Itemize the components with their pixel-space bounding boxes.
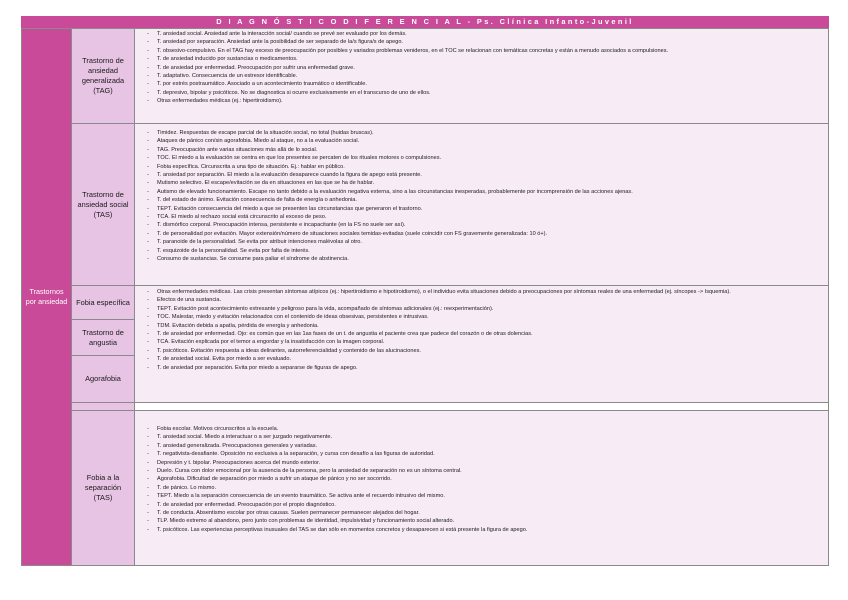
subcategory-label: Trastorno de ansiedad generalizada (TAG) bbox=[81, 56, 125, 95]
differential-item: - T. del estado de ánimo. Evitación consecuencia de falta de energía o anhedonia. bbox=[147, 196, 824, 204]
differential-list bbox=[147, 30, 824, 106]
differential-item: - T. de personalidad por evitación. Mayor extensión/número de situaciones sociales temidas-evitadas (suele coincidir con FS gravemente generalizada: 10 ó+). bbox=[147, 230, 824, 238]
subcategory-label: Trastorno de angustia bbox=[82, 327, 124, 347]
subcategory-tag bbox=[72, 29, 135, 124]
differential-item: - T. esquizoide de la personalidad. Se evita por falta de interés. bbox=[147, 247, 824, 255]
subcategory-social bbox=[72, 124, 135, 286]
differential-item: - TAG. Preocupación ante varias situaciones más allá de lo social. bbox=[147, 146, 824, 154]
differential-item: - Duelo. Cursa con dolor emocional por la ausencia de la persona, pero la ansiedad de separación no es un síntoma central. bbox=[147, 467, 824, 475]
differential-item: - Fobia escolar. Motivos circunscritos a la escuela. bbox=[147, 425, 824, 433]
differential-item: - TCA. Evitación explicada por el temor a engordar y la insatisfacción con la imagen corporal. bbox=[147, 338, 824, 346]
differential-list bbox=[147, 313, 824, 338]
subcategory-panic bbox=[72, 320, 135, 356]
differential-item: - T. psicóticos. Las experiencias perceptivas inusuales del TAS se dan sólo en momentos concretos y desaparecen si está presente la figura de apego. bbox=[147, 526, 824, 534]
differential-item: - Timidez. Respuestas de escape parcial de la situación social, no total (huidas bruscas). bbox=[147, 129, 824, 137]
differential-list bbox=[147, 338, 824, 372]
differential-item: - TOC. Malestar, miedo y evitación relacionados con el contenido de ideas obsesivas, persistentes e intrusivas. bbox=[147, 313, 824, 321]
differential-item: - Mutismo selectivo. El escape/evitación se da en situaciones en las que se ha de hablar. bbox=[147, 179, 824, 187]
differential-item: - T. depresivo, bipolar y psicóticos. No se diagnostica si ocurre exclusivamente en el transcurso de uno de ellos. bbox=[147, 89, 824, 97]
subcategory-label: Fobia a la separación (TAS) bbox=[84, 473, 122, 502]
differential-item: - T. paranoide de la personalidad. Se evita por atribuir intenciones malévolas al otro. bbox=[147, 238, 824, 246]
differential-item: - T. ansiedad por separación. El miedo a la evaluación desaparece cuando la figura de apego está presente. bbox=[147, 171, 824, 179]
differential-item: - T. ansiedad social. Ansiedad ante la interacción social/ cuando se prevé ser evaluado por los demás. bbox=[147, 30, 824, 38]
differential-cell-social bbox=[135, 124, 828, 286]
subcategory-separation bbox=[72, 411, 135, 565]
differential-item: - Otras enfermedades médicas. Las crisis presentan síntomas atípicos (ej.: hipertiroidismo e hipotiroidismo), o el individuo evita situaciones debido a preocupaciones por síntomas reales de una enfermedad (ej. síncopes -> Isquemia). bbox=[147, 288, 824, 296]
differential-item: - T. dismórfico corporal. Preocupación intensa, persistente e incapacitante (en la FS no suele ser así). bbox=[147, 221, 824, 229]
differential-item: - T. de conducta. Absentismo escolar por otras causas. Suelen permanecer permanecer alejados del hogar. bbox=[147, 509, 824, 517]
differential-cell-separation bbox=[135, 411, 828, 565]
page bbox=[21, 16, 829, 566]
differential-item: - T. ansiedad por separación. Ansiedad ante la posibilidad de ser separado de la/s figura/s de apego. bbox=[147, 38, 824, 46]
differential-item: - TEPT. Miedo a la separación consecuencia de un evento traumático. Se activa ante el recuerdo intrusivo del mismo. bbox=[147, 492, 824, 500]
differential-item: - T. de ansiedad inducido por sustancias o medicamentos. bbox=[147, 55, 824, 63]
differential-item: - T. de ansiedad por enfermedad. Ojo: es común que en las 1as fases de un t. de angustia el paciente crea que padece del corazón o de otras dolencias. bbox=[147, 330, 824, 338]
differential-item: - T. de pánico. Lo mismo. bbox=[147, 484, 824, 492]
diagnosis-table bbox=[21, 28, 829, 566]
differential-item: - T. obsesivo-compulsivo. En el TAG hay exceso de preocupación por posibles y variados problemas venideros, en el TOC se relacionan con temáticas concretas y están a menudo asociados a compulsiones. bbox=[147, 47, 824, 55]
differential-list bbox=[147, 129, 824, 264]
differential-item: - T. ansiedad social. Miedo a interactuar o a ser juzgado negativamente. bbox=[147, 433, 824, 441]
differential-item: - T. de ansiedad por separación. Evita por miedo a separarse de figuras de apego. bbox=[147, 364, 824, 372]
differential-item: - T. de ansiedad por enfermedad. Preocupación por el propio diagnóstico. bbox=[147, 501, 824, 509]
differential-item: - Efectos de una sustancia. bbox=[147, 296, 824, 304]
differential-item: - Consumo de sustancias. Se consume para paliar el síndrome de abstinencia. bbox=[147, 255, 824, 263]
subcategory-agoraphobia bbox=[72, 356, 135, 403]
main-category-cell bbox=[22, 29, 72, 565]
differential-item: - Otras enfermedades médicas (ej.: hipertiroidismo). bbox=[147, 97, 824, 105]
differential-item: - T. ansiedad generalizada. Preocupaciones generales y variadas. bbox=[147, 442, 824, 450]
differential-item: - TEPT. Evitación consecuencia del miedo a que se presenten las circunstancias que generaron el trastorno. bbox=[147, 205, 824, 213]
differential-item: - T. adaptativo. Consecuencia de un estresor identificable. bbox=[147, 72, 824, 80]
differential-item: - T. de ansiedad social. Evita por miedo a ser evaluado. bbox=[147, 355, 824, 363]
differential-item: - T. por estrés postraumático. Asociado a un acontecimiento traumático o identificable. bbox=[147, 80, 824, 88]
subcategory-specific-phobia bbox=[72, 286, 135, 320]
differential-item: - TLP. Miedo extremo al abandono, pero junto con problemas de identidad, impulsividad y funcionamiento social alterado. bbox=[147, 517, 824, 525]
differential-item: - Agorafobia. Dificultad de separación por miedo a sufrir un ataque de pánico y no ser socorrido. bbox=[147, 475, 824, 483]
differential-list bbox=[147, 425, 824, 534]
subcategory-label: Trastorno de ansiedad social (TAS) bbox=[77, 189, 129, 219]
spacer-sub bbox=[72, 403, 135, 411]
differential-item: - Fobia específica. Circunscrita a una tipo de situación. Ej.: hablar en público. bbox=[147, 163, 824, 171]
differential-item: - TOC. El miedo a la evaluación se centra en que los presentes se percaten de los rituales motores o compulsiones. bbox=[147, 154, 824, 162]
differential-item: - Ataques de pánico con/sin agorafobia. Miedo al ataque, no a la evaluación social. bbox=[147, 137, 824, 145]
differential-cell-phobia-group bbox=[135, 286, 828, 403]
differential-item: - T. psicóticos. Evitación respuesta a ideas delirantes, autorreferencialidad y contenido de las alucinaciones. bbox=[147, 347, 824, 355]
subcategory-label: Agorafobia bbox=[85, 374, 121, 383]
differential-item: - T. de ansiedad por enfermedad. Preocupación por sufrir una enfermedad grave. bbox=[147, 64, 824, 72]
differential-item: - Depresión y t. bipolar. Preocupaciones acerca del mundo exterior. bbox=[147, 459, 824, 467]
differential-item: - TDM. Evitación debida a apatía, pérdida de energía y anhedonia. bbox=[147, 322, 824, 330]
spacer-row bbox=[135, 403, 828, 411]
differential-item: - Autismo de elevado funcionamiento. Escape no tanto debido a la evaluación negativa externa, sino a las circunstancias inesperadas, probablemente por incomprensión de las acciones ajenas. bbox=[147, 188, 824, 196]
differential-cell-tag bbox=[135, 29, 828, 124]
differential-list bbox=[147, 288, 824, 313]
differential-item: - T. negativista-desafiante. Oposición no exclusiva a la separación, y cursa con desafío a las figuras de autoridad. bbox=[147, 450, 824, 458]
main-category-label: Trastornos por ansiedad bbox=[25, 287, 68, 306]
differential-item: - TCA. El miedo al rechazo social está circunscrito al exceso de peso. bbox=[147, 213, 824, 221]
subcategory-label: Fobia específica bbox=[76, 297, 130, 307]
page-title: D I A G N Ó S T I C O D I F E R E N C I A L - Ps. Clínica Infanto-Juvenil bbox=[21, 16, 829, 28]
differential-item: - TEPT. Evitación post acontecimiento extresante y peligroso para la vida, acompañado de síntomas adicionales (ej.: reexperimentación). bbox=[147, 305, 824, 313]
